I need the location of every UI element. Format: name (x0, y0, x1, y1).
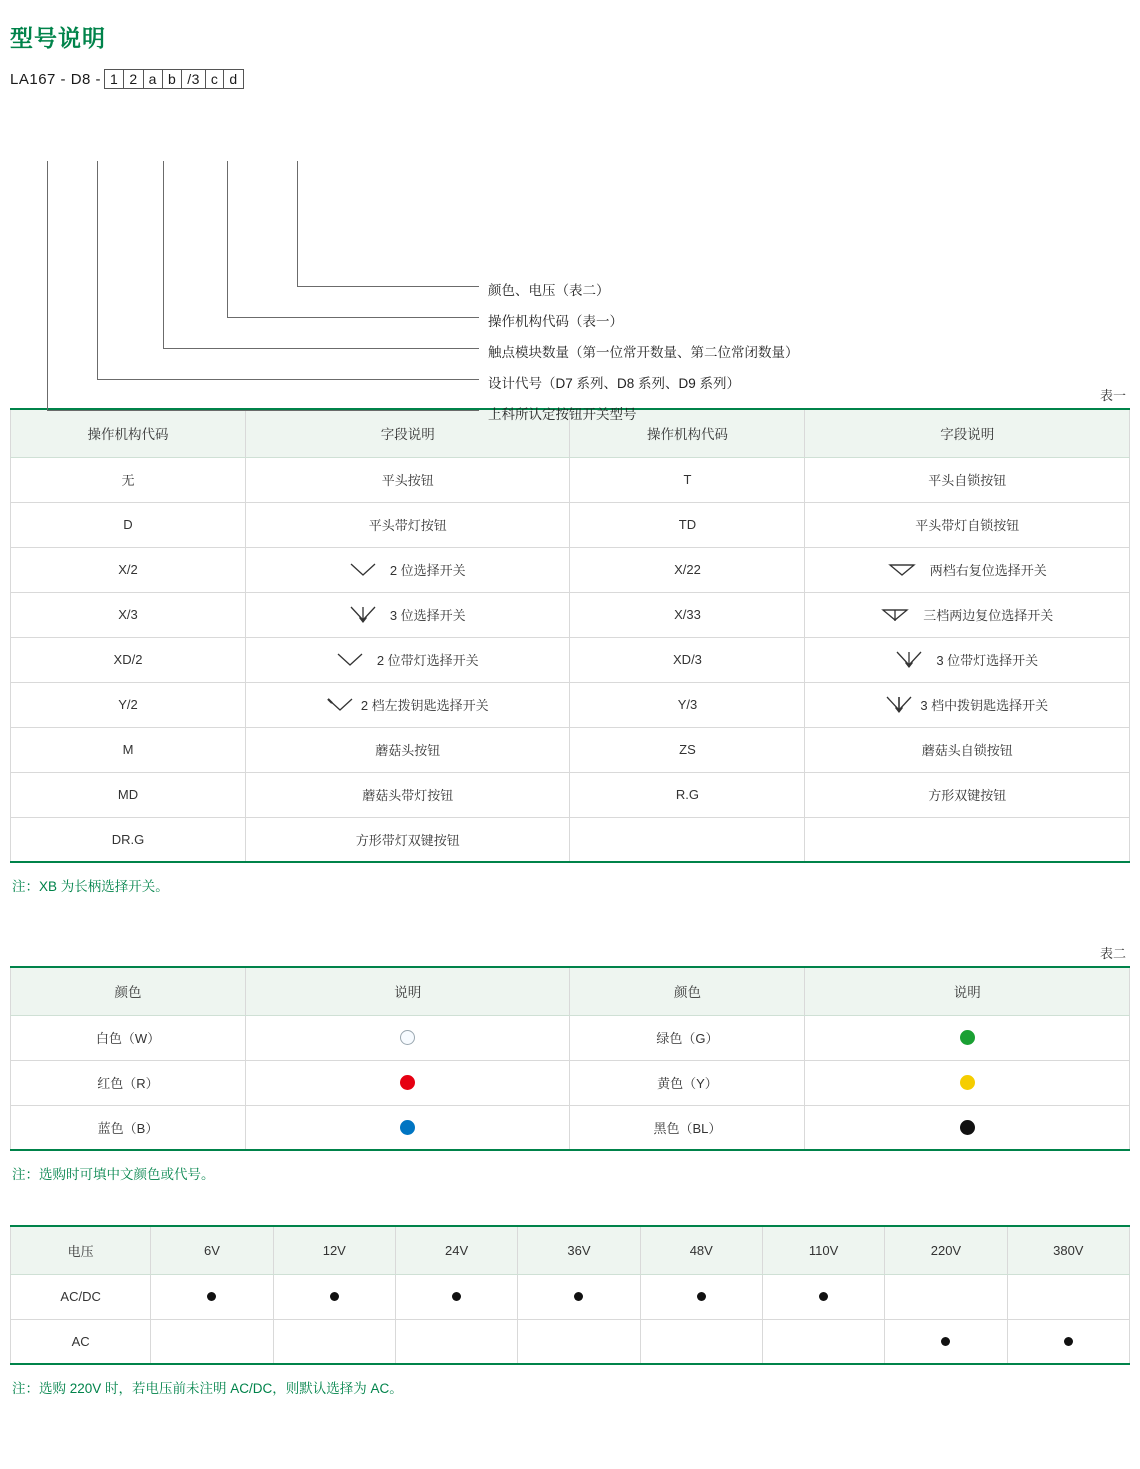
operator-desc: 两档右复位选择开关 (929, 563, 1047, 578)
color-swatch-cell (245, 1105, 570, 1150)
operator-code: DR.G (11, 817, 246, 862)
table-row (11, 1015, 1130, 1060)
table-two (10, 966, 1130, 1151)
table-three-voltage (10, 1225, 1130, 1365)
operator-desc: 2 档左拨钥匙选择开关 (360, 698, 489, 713)
operator-code: ZS (570, 727, 805, 772)
table-one-caption: 表一 (1099, 388, 1126, 403)
color-name: 红色（R） (11, 1060, 246, 1105)
model-code-prefix: LA167 - D8 - (10, 70, 102, 88)
table-row (11, 592, 1130, 637)
operator-desc: 蘑菇头带灯按钮 (245, 772, 570, 817)
voltage-mark-cell (640, 1274, 762, 1319)
operator-desc-empty (805, 817, 1130, 862)
color-dot-black (960, 1120, 975, 1135)
voltage-mark-cell-empty (395, 1319, 517, 1364)
mark-dot (697, 1292, 706, 1301)
code-segment-2: 2 (123, 69, 143, 89)
callout-color-voltage: 颜色、电压（表二） (488, 283, 610, 298)
operator-desc: 3 档中拨钥匙选择开关 (920, 698, 1049, 713)
operator-code: X/2 (11, 547, 246, 592)
callout-design-code: 设计代号（D7 系列、D8 系列、D9 系列） (488, 376, 741, 391)
table-row (11, 457, 1130, 502)
voltage-header-110v: 110V (762, 1226, 884, 1274)
table-one-header-2: 字段说明 (245, 409, 570, 457)
color-swatch-cell (805, 1105, 1130, 1150)
key-selector-center-icon (886, 696, 912, 714)
operator-desc: 3 位选择开关 (389, 608, 466, 623)
operator-desc: 蘑菇头按钮 (245, 727, 570, 772)
table-row (11, 1060, 1130, 1105)
color-swatch-cell (245, 1015, 570, 1060)
color-dot-white (400, 1030, 415, 1045)
operator-code: X/22 (570, 547, 805, 592)
table-two-header-1: 颜色 (11, 967, 246, 1015)
color-swatch-cell (805, 1060, 1130, 1105)
table-row (11, 1226, 1130, 1274)
page-root (0, 20, 1140, 1397)
table-row (11, 772, 1130, 817)
code-segment-1: 1 (104, 69, 124, 89)
callout-operator-code: 操作机构代码（表一） (488, 314, 623, 329)
operator-desc-cell (805, 682, 1130, 727)
table-row (11, 1319, 1130, 1364)
voltage-mark-cell (395, 1274, 517, 1319)
operator-desc: 平头自锁按钮 (805, 457, 1130, 502)
operator-code: D (11, 502, 246, 547)
color-name: 绿色（G） (570, 1015, 805, 1060)
operator-desc: 方形带灯双键按钮 (245, 817, 570, 862)
code-segment-slash3: /3 (181, 69, 206, 89)
voltage-header-48v: 48V (640, 1226, 762, 1274)
table-row (11, 967, 1130, 1015)
mark-dot (207, 1292, 216, 1301)
color-name: 黄色（Y） (570, 1060, 805, 1105)
color-swatch-cell (245, 1060, 570, 1105)
voltage-mark-cell (273, 1274, 395, 1319)
callout-contact-count: 触点模块数量（第一位常开数量、第二位常闭数量） (488, 345, 799, 360)
code-segment-a: a (143, 69, 163, 89)
operator-desc: 平头带灯自锁按钮 (805, 502, 1130, 547)
voltage-header-6v: 6V (151, 1226, 273, 1274)
operator-desc-cell (245, 637, 570, 682)
operator-desc: 2 位选择开关 (389, 563, 466, 578)
table-row (11, 547, 1130, 592)
selector-right-reset-icon (888, 563, 916, 577)
operator-desc-cell (805, 637, 1130, 682)
model-code-line (10, 69, 243, 89)
operator-code: M (11, 727, 246, 772)
color-swatch-cell (805, 1015, 1130, 1060)
voltage-row-label: AC (11, 1319, 151, 1364)
operator-desc-cell (805, 547, 1130, 592)
mark-dot (941, 1337, 950, 1346)
operator-desc: 平头带灯按钮 (245, 502, 570, 547)
callout-model-name: 上科所认定按钮开关型号 (488, 407, 637, 422)
mark-dot (330, 1292, 339, 1301)
operator-desc: 方形双键按钮 (805, 772, 1130, 817)
table-row (11, 1105, 1130, 1150)
voltage-mark-cell-empty (518, 1319, 640, 1364)
selector-both-reset-icon (881, 607, 909, 623)
color-name: 蓝色（B） (11, 1105, 246, 1150)
voltage-mark-cell (762, 1274, 884, 1319)
operator-desc-cell (245, 592, 570, 637)
voltage-mark-cell-empty (762, 1319, 884, 1364)
voltage-mark-cell-empty (273, 1319, 395, 1364)
selector-3pos-lamp-icon (896, 651, 922, 669)
mark-dot (574, 1292, 583, 1301)
operator-code: X/3 (11, 592, 246, 637)
operator-code: XD/3 (570, 637, 805, 682)
table-one-header-4: 字段说明 (805, 409, 1130, 457)
operator-code: XD/2 (11, 637, 246, 682)
voltage-mark-cell-empty (885, 1274, 1007, 1319)
page-title: 型号说明 (10, 25, 106, 51)
voltage-mark-cell (1007, 1319, 1129, 1364)
color-dot-red (400, 1075, 415, 1090)
operator-desc-cell (805, 592, 1130, 637)
selector-2pos-lamp-icon (337, 653, 363, 667)
mark-dot (819, 1292, 828, 1301)
operator-code: T (570, 457, 805, 502)
table-two-header-4: 说明 (805, 967, 1130, 1015)
voltage-mark-cell-empty (1007, 1274, 1129, 1319)
code-segment-c: c (205, 69, 225, 89)
code-segment-b: b (162, 69, 182, 89)
color-dot-blue (400, 1120, 415, 1135)
table-two-header-3: 颜色 (570, 967, 805, 1015)
operator-desc: 3 位带灯选择开关 (936, 653, 1039, 668)
color-name: 白色（W） (11, 1015, 246, 1060)
mark-dot (1064, 1337, 1073, 1346)
code-segment-d: d (223, 69, 243, 89)
operator-code: MD (11, 772, 246, 817)
selector-2pos-icon (350, 563, 376, 577)
color-dot-yellow (960, 1075, 975, 1090)
color-dot-green (960, 1030, 975, 1045)
voltage-header-36v: 36V (518, 1226, 640, 1274)
table-one-header-3: 操作机构代码 (570, 409, 805, 457)
operator-desc-cell (245, 682, 570, 727)
voltage-header-24v: 24V (395, 1226, 517, 1274)
model-code-diagram (10, 69, 1130, 422)
operator-code: Y/3 (570, 682, 805, 727)
voltage-header-12v: 12V (273, 1226, 395, 1274)
operator-desc: 三档两边复位选择开关 (923, 608, 1054, 623)
table-one-note: 注：XB 为长柄选择开关。 (12, 879, 169, 894)
operator-desc-cell (245, 547, 570, 592)
voltage-mark-cell (518, 1274, 640, 1319)
key-selector-left-icon (327, 698, 353, 712)
operator-code: Y/2 (11, 682, 246, 727)
operator-code: TD (570, 502, 805, 547)
operator-desc: 蘑菇头自锁按钮 (805, 727, 1130, 772)
leader-line-model-name (47, 161, 479, 411)
color-name: 黑色（BL） (570, 1105, 805, 1150)
table-two-note: 注：选购时可填中文颜色或代号。 (12, 1167, 215, 1182)
table-row (11, 682, 1130, 727)
voltage-mark-cell (151, 1274, 273, 1319)
table-row (11, 637, 1130, 682)
mark-dot (452, 1292, 461, 1301)
voltage-mark-cell-empty (640, 1319, 762, 1364)
table-one-header-1: 操作机构代码 (11, 409, 246, 457)
operator-desc: 平头按钮 (245, 457, 570, 502)
voltage-header-label: 电压 (11, 1226, 151, 1274)
table-row (11, 502, 1130, 547)
table-row (11, 817, 1130, 862)
table-two-caption: 表二 (1099, 946, 1126, 961)
table-three-note: 注：选购 220V 时，若电压前未注明 AC/DC，则默认选择为 AC。 (12, 1381, 403, 1396)
voltage-header-380v: 380V (1007, 1226, 1129, 1274)
operator-code: R.G (570, 772, 805, 817)
operator-desc: 2 位带灯选择开关 (376, 653, 479, 668)
voltage-row-label: AC/DC (11, 1274, 151, 1319)
voltage-header-220v: 220V (885, 1226, 1007, 1274)
table-two-header-2: 说明 (245, 967, 570, 1015)
selector-3pos-icon (350, 606, 376, 624)
table-row (11, 727, 1130, 772)
voltage-mark-cell (885, 1319, 1007, 1364)
operator-code: 无 (11, 457, 246, 502)
table-row (11, 1274, 1130, 1319)
operator-code: X/33 (570, 592, 805, 637)
table-one (10, 408, 1130, 863)
operator-code-empty (570, 817, 805, 862)
voltage-mark-cell-empty (151, 1319, 273, 1364)
